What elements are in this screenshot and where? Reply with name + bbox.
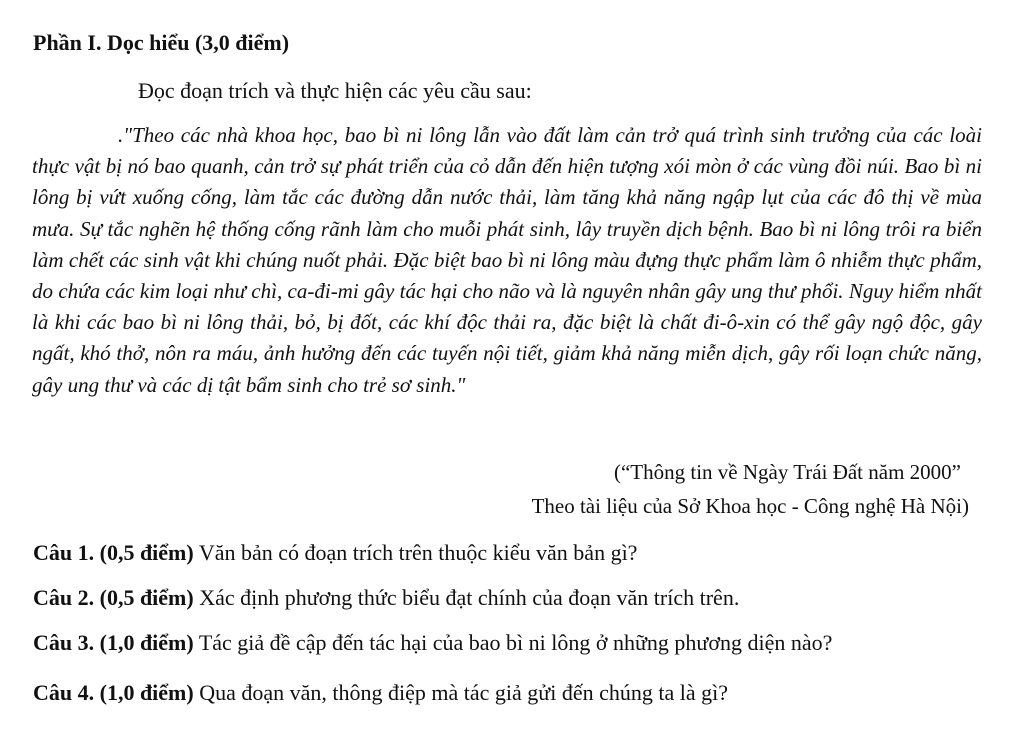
source-line-2: Theo tài liệu của Sở Khoa học - Công nghệ Hà Nội) [531,494,969,518]
question-2 [33,581,983,615]
question-3-label: Câu 3. (1,0 điểm) [33,630,194,655]
question-3-text: Tác giả đề cập đến tác hại của bao bì ni lông ở những phương diện nào? [193,630,833,655]
question-list [33,536,983,721]
question-4-label: Câu 4. (1,0 điểm) [33,680,194,705]
question-4-text: Qua đoạn văn, thông điệp mà tác giả gửi đến chúng ta là gì? [193,680,728,705]
question-2-label: Câu 2. (0,5 điểm) [33,585,194,610]
source-line-1: (“Thông tin về Ngày Trái Đất năm 2000” [613,460,961,484]
question-4 [33,676,983,710]
question-3 [33,620,983,665]
instruction-text: Đọc đoạn trích và thực hiện các yêu cầu sau: [138,78,532,103]
question-1 [33,536,983,570]
question-1-text: Văn bản có đoạn trích trên thuộc kiểu văn bản gì? [193,540,638,565]
question-2-text: Xác định phương thức biểu đạt chính của đoạn văn trích trên. [193,585,740,610]
passage-text: ."Theo các nhà khoa học, bao bì ni lông lẫn vào đất làm cản trở quá trình sinh trưởng của các loài thực vật bị nó bao quanh, cản trở sự phát triển của cỏ dẫn đến hiện tượng xói mòn ở các vùng đồi núi. Bao bì ni lông bị vứt xuống cống, làm tắc các đường dẫn nước thải, làm tăng khả năng ngập lụt của các đô thị về mùa mưa. Sự tắc nghẽn hệ thống cống rãnh làm cho muỗi phát sinh, lây truyền dịch bệnh. Bao bì ni lông trôi ra biển làm chết các sinh vật khi chúng nuốt phải. Đặc biệt bao bì ni lông màu đựng thực phẩm làm ô nhiễm thực phẩm, do chứa các kim loại như chì, ca-đi-mi gây tác hại cho não và là nguyên nhân gây ung thư phổi. Nguy hiểm nhất là khi các bao bì ni lông thải, bỏ, bị đốt, các khí độc thải ra, đặc biệt là chất đi-ô-xin có thể gây ngộ độc, gây ngất, khó thở, nôn ra máu, ảnh hưởng đến các tuyến nội tiết, giảm khả năng miễn dịch, gây rối loạn chức năng, gây ung thư và các dị tật bẩm sinh cho trẻ sơ sinh." [32,123,982,397]
section-title: Phần I. Dọc hiểu (3,0 điểm) [33,30,290,55]
question-1-label: Câu 1. (0,5 điểm) [33,540,194,565]
